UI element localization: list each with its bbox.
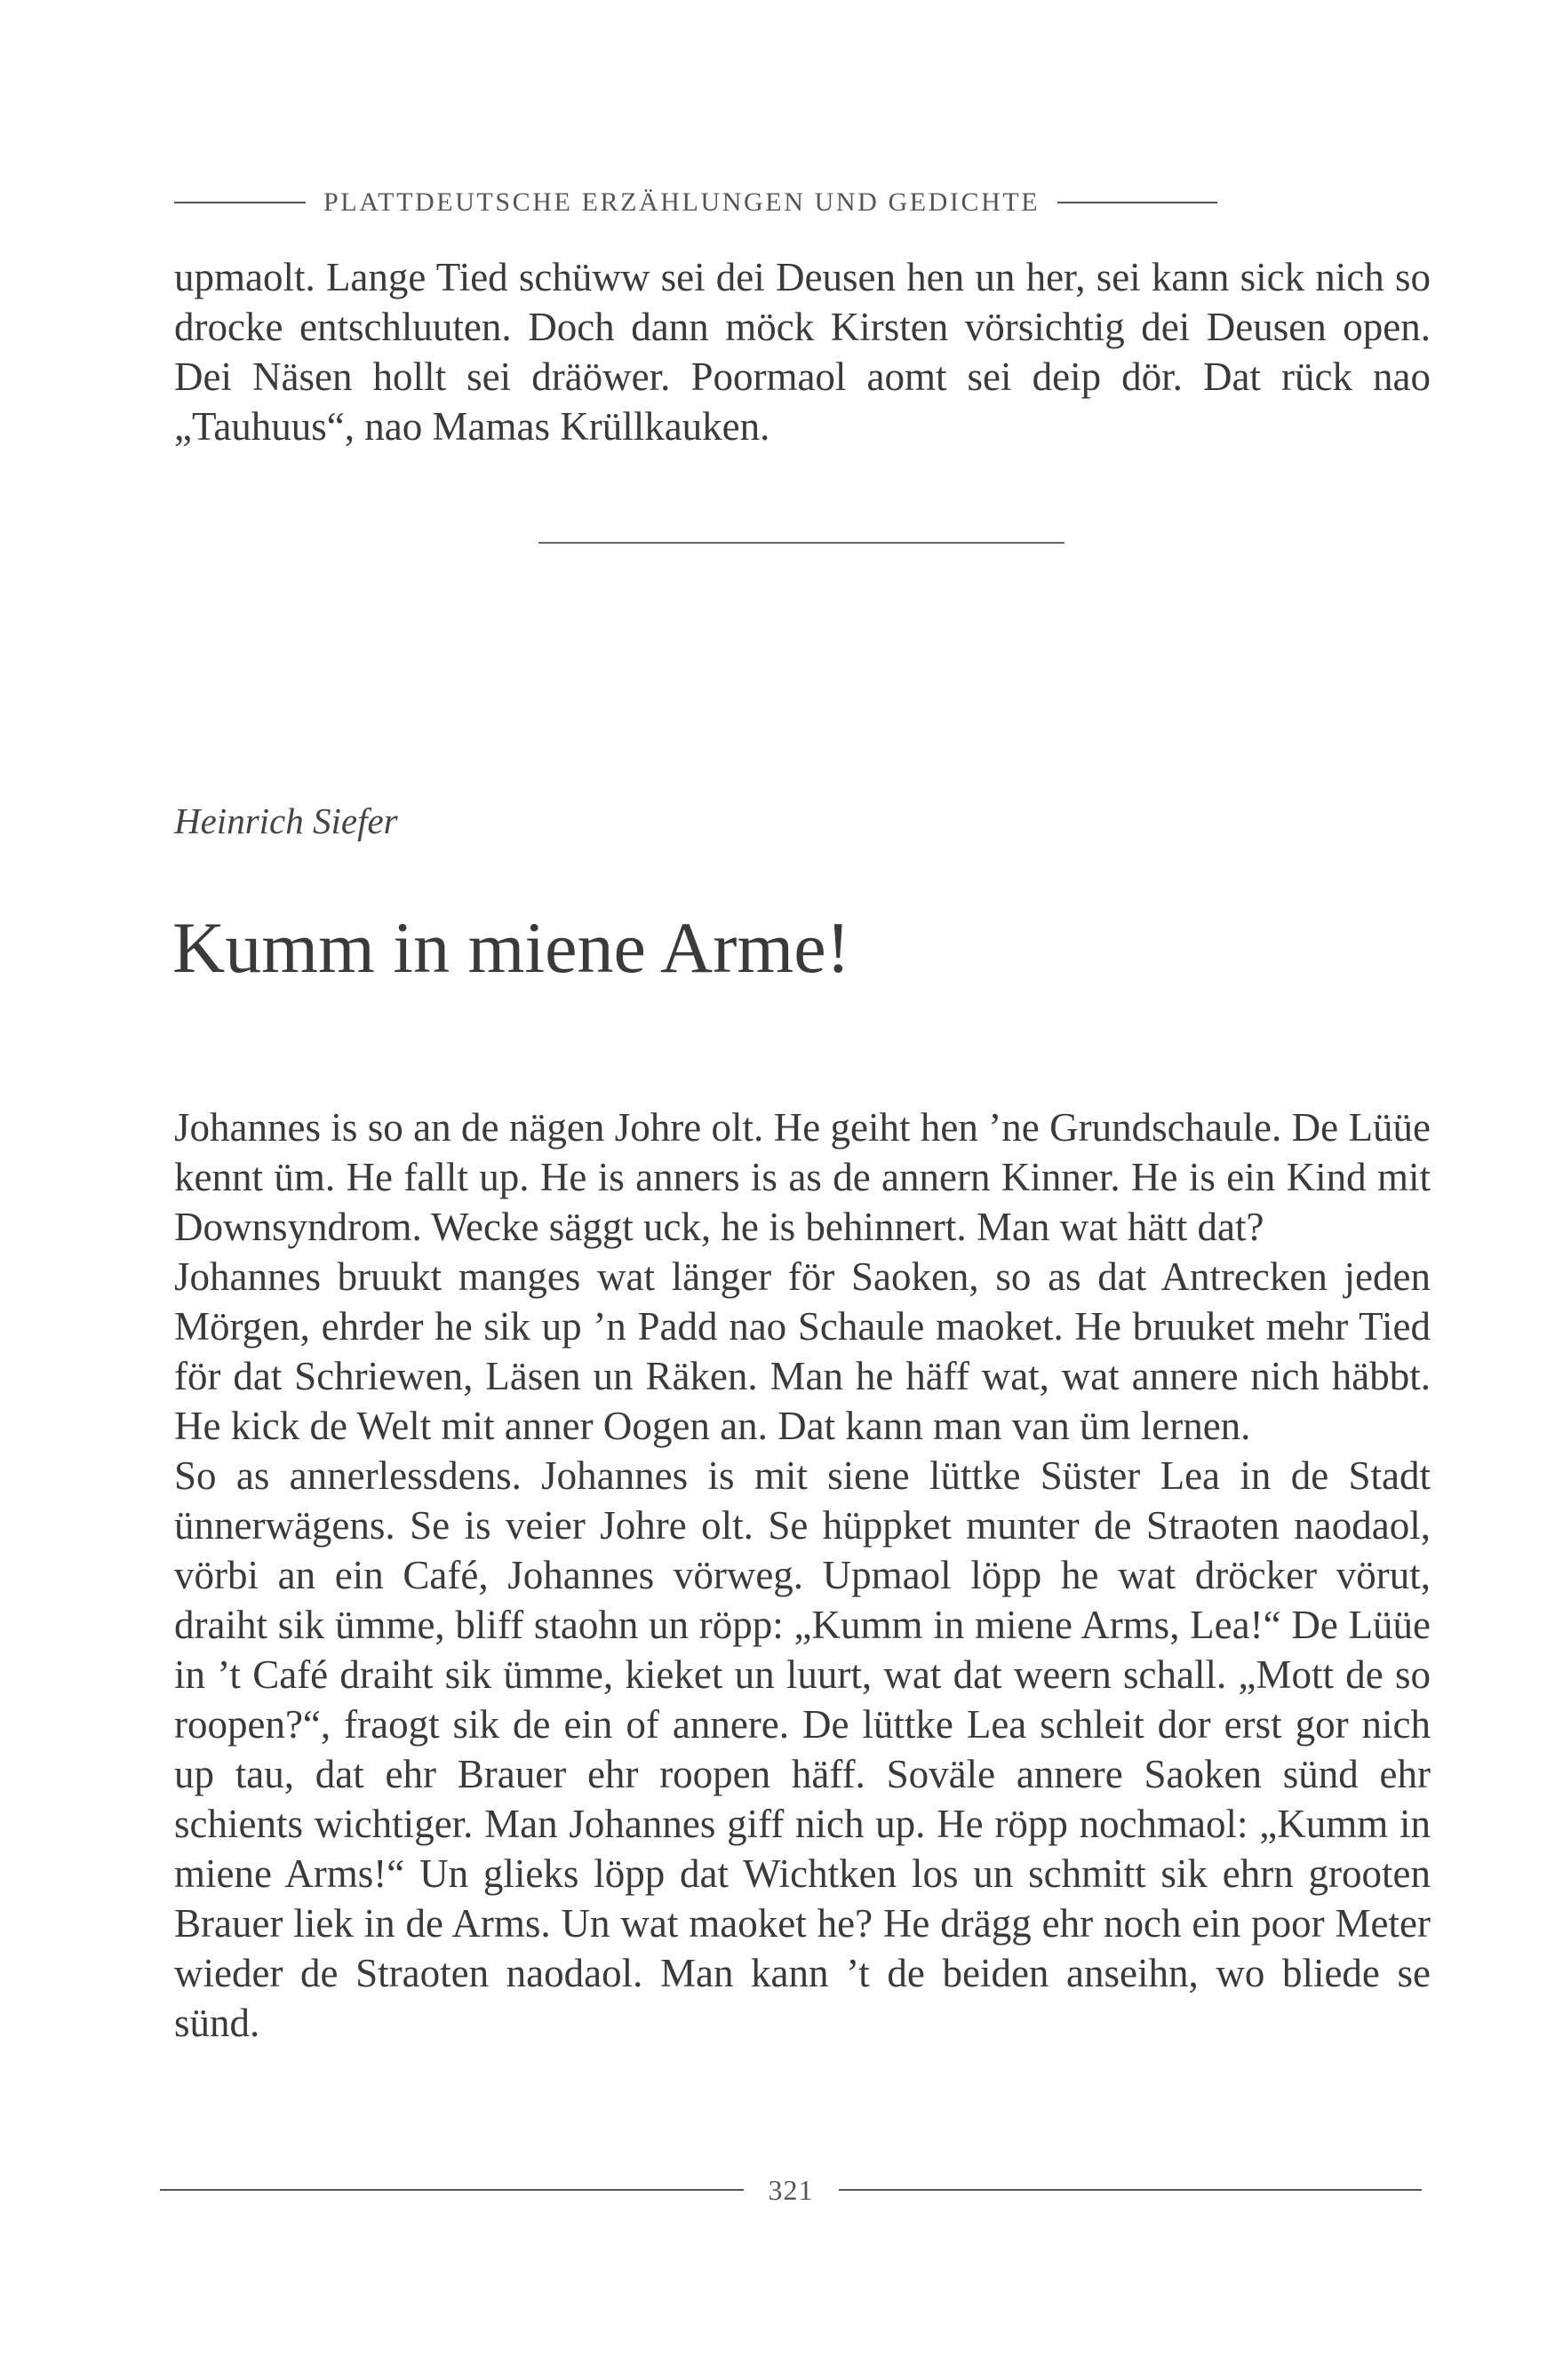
story-author: Heinrich Siefer bbox=[174, 800, 398, 841]
section-separator bbox=[538, 542, 1065, 544]
page-footer bbox=[160, 2168, 1422, 2212]
intro-paragraph: upmaolt. Lange Tied schüww sei dei Deusen hen un her, sei kann sick nich so drocke entschluuten. Doch dann möck Kirsten vörsichtig dei Deusen open. Dei Näsen hollt sei dräöwer. Poormaol aomt sei deip dör. Dat rück nao „Tauhuus“, nao Mamas Krüllkauken. bbox=[174, 255, 1431, 449]
story-paragraph: Johannes is so an de nägen Johre olt. He geiht hen ’ne Grundschaule. De Lüüe kennt üm. He fallt up. He is anners is as de annern Kinner. He is ein Kind mit Downsyndrom. Wecke säggt uck, he is behinnert. Man wat hätt dat? bbox=[174, 1105, 1431, 1249]
story-paragraph: So as annerlessdens. Johannes is mit siene lüttke Süster Lea in de Stadt ünnerwägens. Se is veier Johre olt. Se hüppket munter de Straoten naodaol, vörbi an ein Café, Johannes vörweg. Upmaol löpp he wat dröcker vörut, draiht sik ümme, bliff staohn un röpp: „Kumm in miene Arms, Lea!“ De Lüüe in ’t Café draiht sik ümme, kieket un luurt, wat dat weern schall. „Mott de so roopen?“, fraogt sik de ein of annere. De lüttke Lea schleit dor erst gor nich up tau, dat ehr Brauer ehr roopen häff. Soväle annere Saoken sünd ehr schients wichtiger. Man Johannes giff nich up. He röpp nochmaol: „Kumm in miene Arms!“ Un glieks löpp dat Wichtken los un schmitt sik ehrn grooten Brauer liek in de Arms. Un wat maoket he? He drägg ehr noch ein poor Meter wieder de Straoten naodaol. Man kann ’t de beiden anseihn, wo bliede se sünd. bbox=[174, 1453, 1431, 2045]
header-rule-left bbox=[174, 202, 306, 203]
intro-text bbox=[174, 252, 1431, 451]
story-text bbox=[174, 1102, 1431, 2048]
footer-rule-right bbox=[839, 2189, 1423, 2191]
page-number: 321 bbox=[768, 2173, 814, 2206]
running-header bbox=[174, 176, 1431, 229]
story-title: Kumm in miene Arme! bbox=[172, 907, 850, 988]
footer-rule-left bbox=[160, 2189, 744, 2191]
story-paragraph: Johannes bruukt manges wat länger för Saoken, so as dat Antrecken jeden Mörgen, ehrder he sik up ’n Padd nao Schaule maoket. He bruuket mehr Tied för dat Schriewen, Läsen un Räken. Man he häff wat, wat annere nich häbbt. He kick de Welt mit anner Oogen an. Dat kann man van üm lernen. bbox=[174, 1254, 1431, 1448]
header-rule-right bbox=[1057, 202, 1217, 203]
running-title: PLATTDEUTSCHE ERZÄHLUNGEN UND GEDICHTE bbox=[323, 187, 1041, 217]
